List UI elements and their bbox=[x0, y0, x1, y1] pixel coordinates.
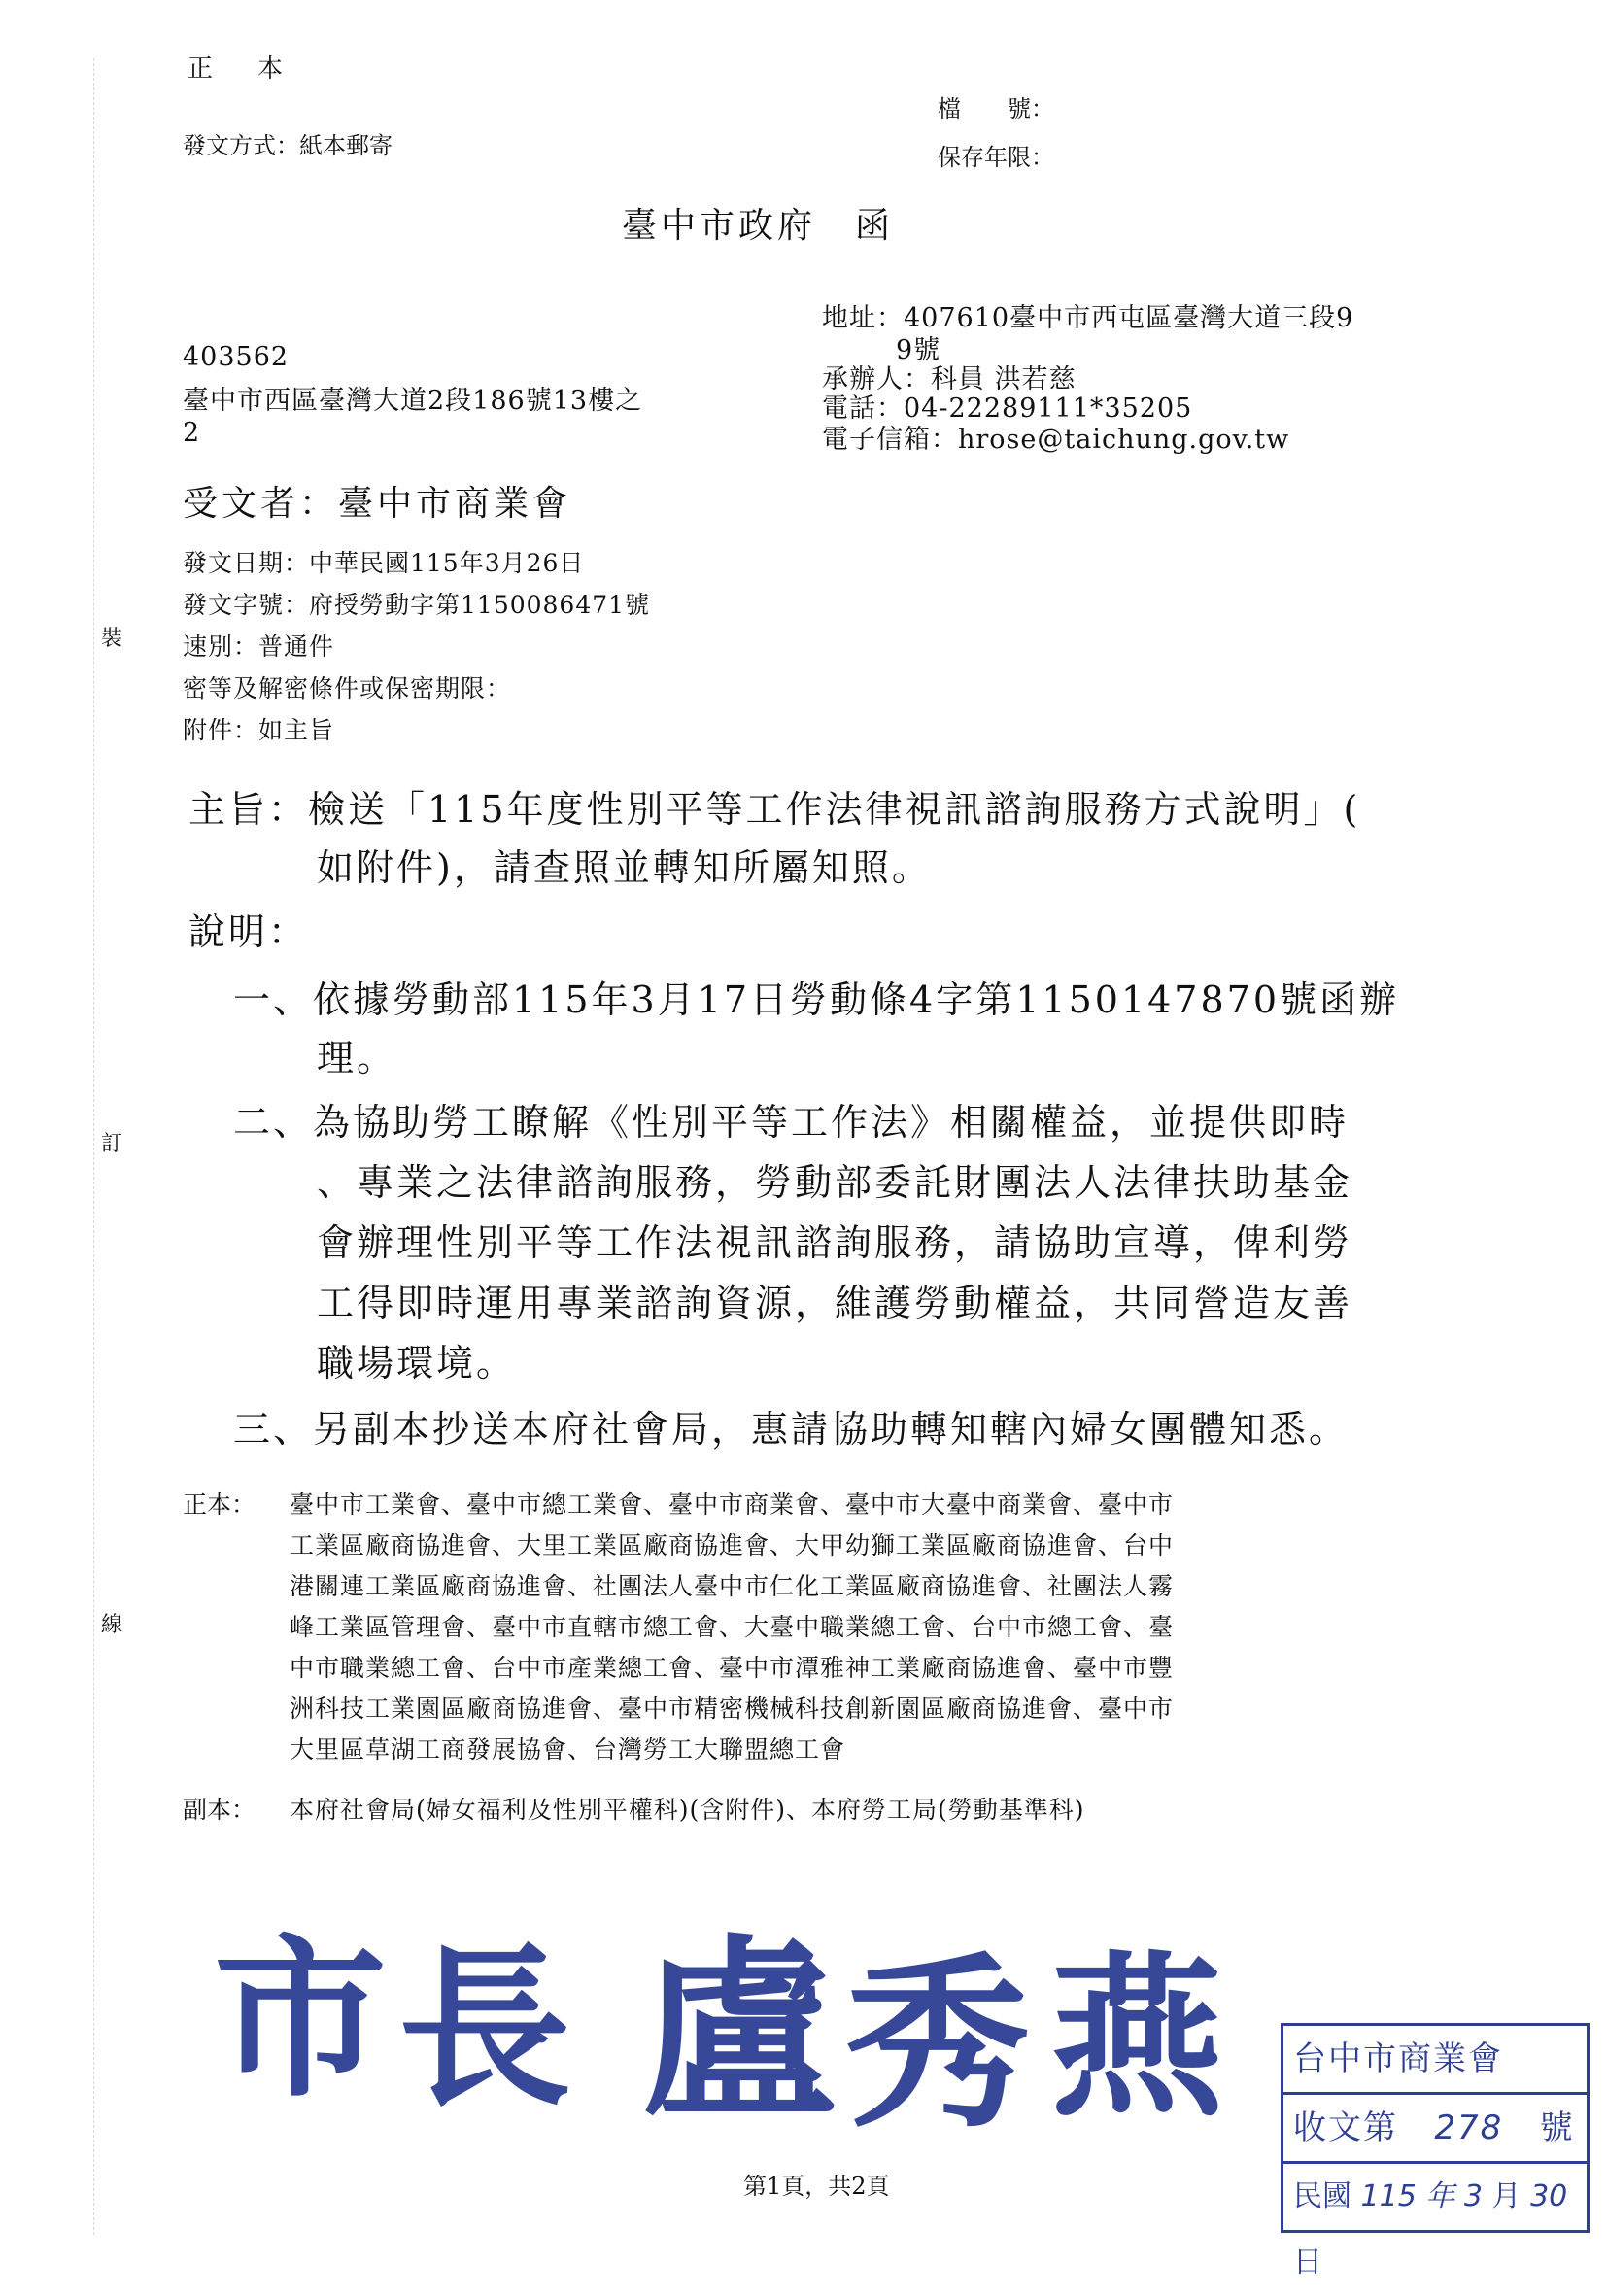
recipient-postal-code: 403562 bbox=[183, 342, 290, 372]
svg-text:盧: 盧 bbox=[641, 1917, 837, 2142]
receipt-stamp-date-row bbox=[1283, 2161, 1587, 2279]
receipt-month: 3 bbox=[1463, 2179, 1483, 2213]
receipt-day: 30 bbox=[1530, 2179, 1568, 2213]
original-recipients-line: 大里區草湖工商發展協會、台灣勞工大聯盟總工會 bbox=[290, 1735, 846, 1764]
svg-text:市: 市 bbox=[214, 1917, 387, 2120]
copy-recipients-label: 副本： bbox=[183, 1796, 256, 1824]
receipt-year: 115 bbox=[1360, 2179, 1417, 2213]
receipt-number: 278 bbox=[1434, 2108, 1504, 2147]
svg-text:燕: 燕 bbox=[1049, 1936, 1225, 2141]
recipient: 受文者：臺中市商業會 bbox=[183, 484, 572, 524]
handler: 承辦人：科員 洪若慈 bbox=[822, 364, 1077, 394]
binding-mark-ding: 訂 bbox=[101, 1132, 123, 1156]
explanation-item-2-line2: 、專業之法律諮詢服務，勞動部委託財團法人法律扶助基金 bbox=[317, 1161, 1353, 1204]
secrecy-level: 密等及解密條件或保密期限： bbox=[183, 674, 512, 703]
send-method: 發文方式：紙本郵寄 bbox=[183, 132, 393, 159]
binding-line bbox=[93, 58, 94, 2235]
sender-address-line2: 9號 bbox=[896, 335, 941, 365]
receipt-prefix: 收文第 bbox=[1293, 2108, 1398, 2147]
email: 電子信箱：hrose@taichung.gov.tw bbox=[822, 425, 1290, 455]
explanation-item-2-line3: 會辦理性別平等工作法視訊諮詢服務，請協助宣導，俾利勞 bbox=[317, 1221, 1353, 1264]
attachment: 附件：如主旨 bbox=[183, 716, 335, 744]
svg-text:長: 長 bbox=[398, 1927, 571, 2130]
delivery-speed: 速別：普通件 bbox=[183, 633, 335, 661]
original-recipients-line: 中市職業總工會、台中市產業總工會、臺中市潭雅神工業廠商協進會、臺中市豐 bbox=[290, 1654, 1175, 1682]
document-number: 發文字號：府授勞動字第1150086471號 bbox=[183, 591, 651, 619]
receipt-stamp bbox=[1281, 2023, 1590, 2279]
receipt-stamp-number-row bbox=[1283, 2092, 1587, 2161]
original-recipients-line: 洲科技工業園區廠商協進會、臺中市精密機械科技創新園區廠商協進會、臺中市 bbox=[290, 1695, 1175, 1723]
document-title: 臺中市政府 函 bbox=[622, 206, 895, 246]
explanation-item-3-line1: 三、另副本抄送本府社會局，惠請協助轉知轄內婦女團體知悉。 bbox=[233, 1408, 1350, 1451]
phone: 電話：04-22289111*35205 bbox=[822, 394, 1193, 424]
original-recipients bbox=[183, 1485, 1455, 1770]
receipt-suffix: 號 bbox=[1539, 2108, 1575, 2147]
receipt-stamp-org: 台中市商業會 bbox=[1293, 2039, 1503, 2078]
receipt-month-unit: 月 bbox=[1491, 2179, 1522, 2213]
sender-address-line1: 地址：407610臺中市西屯區臺灣大道三段9 bbox=[822, 303, 1354, 333]
issue-date: 發文日期：中華民國115年3月26日 bbox=[183, 549, 585, 577]
recipient-address-line1: 臺中市西區臺灣大道2段186號13樓之 bbox=[183, 386, 643, 416]
original-recipients-line: 港關連工業區廠商協進會、社團法人臺中市仁化工業區廠商協進會、社團法人霧 bbox=[290, 1572, 1175, 1600]
explanation-label: 說明： bbox=[188, 910, 309, 953]
explanation-item-2-line5: 職場環境。 bbox=[317, 1342, 517, 1385]
binding-mark-xian: 線 bbox=[101, 1613, 123, 1637]
subject-line1: 主旨：檢送「115年度性別平等工作法律視訊諮詢服務方式說明」( bbox=[188, 788, 1361, 831]
page-number: 第1頁，共2頁 bbox=[743, 2173, 890, 2200]
explanation-item-1-line1: 一、依據勞動部115年3月17日勞動條4字第1150147870號函辦 bbox=[233, 978, 1400, 1021]
original-recipients-line: 臺中市工業會、臺中市總工業會、臺中市商業會、臺中市大臺中商業會、臺中市 bbox=[290, 1491, 1175, 1519]
explanation-item-1-line2: 理。 bbox=[317, 1037, 397, 1079]
copy-recipients bbox=[183, 1790, 1455, 1831]
recipient-address-line2: 2 bbox=[183, 418, 201, 448]
file-number-label: 檔 號： bbox=[938, 95, 1054, 122]
mayor-signature-seal bbox=[214, 1880, 1244, 2142]
binding-mark-zhuang: 裝 bbox=[101, 627, 123, 651]
original-recipients-line: 峰工業區管理會、臺中市直轄市總工會、大臺中職業總工會、台中市總工會、臺 bbox=[290, 1613, 1175, 1641]
receipt-day-unit: 日 bbox=[1293, 2245, 1322, 2279]
explanation-item-2-line4: 工得即時運用專業諮詢資源，維護勞動權益，共同營造友善 bbox=[317, 1282, 1353, 1324]
explanation-item-2-line1: 二、為協助勞工瞭解《性別平等工作法》相關權益，並提供即時 bbox=[233, 1101, 1350, 1144]
retention-period-label: 保存年限： bbox=[938, 144, 1054, 171]
original-copy-label: 正 本 bbox=[188, 54, 293, 84]
receipt-date-prefix: 民國 bbox=[1293, 2179, 1351, 2213]
original-recipients-label: 正本： bbox=[183, 1491, 256, 1519]
svg-text:秀: 秀 bbox=[845, 1936, 1031, 2142]
original-recipients-line: 工業區廠商協進會、大里工業區廠商協進會、大甲幼獅工業區廠商協進會、台中 bbox=[290, 1531, 1175, 1559]
receipt-year-unit: 年 bbox=[1425, 2179, 1455, 2213]
subject-line2: 如附件)，請查照並轉知所屬知照。 bbox=[317, 846, 932, 889]
copy-recipients-text: 本府社會局(婦女福利及性別平權科)(含附件)、本府勞工局(勞動基準科) bbox=[290, 1796, 1085, 1824]
